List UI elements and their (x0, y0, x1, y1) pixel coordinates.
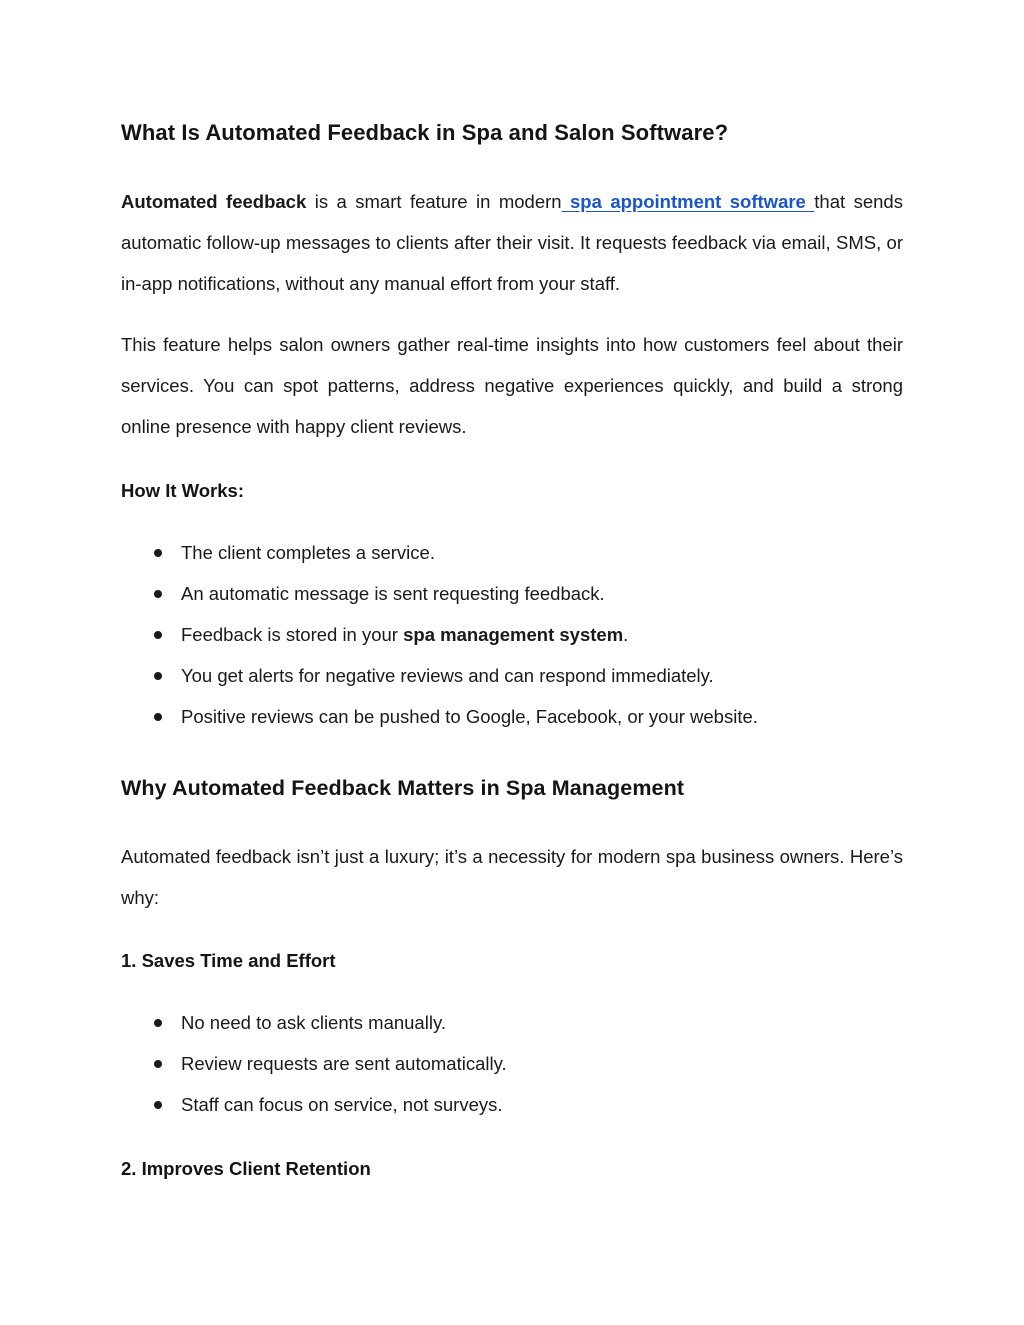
how-it-works-heading: How It Works: (121, 480, 244, 501)
intro-text-after-link: that sends automatic follow-up messages to clients after their visit. It requests feedback via email, SMS, or in-app notifications, without any manual effort from your staff. (121, 191, 903, 294)
list-item (121, 532, 903, 573)
section-1-list (121, 1002, 903, 1125)
document-page (121, 0, 903, 1325)
bullet-icon (154, 549, 162, 557)
intro-bold-term: Automated feedback (121, 191, 307, 212)
why-paragraph: Automated feedback isn’t just a luxury; it’s a necessity for modern spa business owners. Here’s why: (121, 846, 903, 908)
list-item-text: You get alerts for negative reviews and can respond immediately. (181, 665, 714, 686)
bullet-icon (154, 1101, 162, 1109)
section-2-heading: 2. Improves Client Retention (121, 1158, 371, 1179)
list-item-text: Staff can focus on service, not surveys. (181, 1094, 503, 1115)
list-item (121, 573, 903, 614)
section-1-heading: 1. Saves Time and Effort (121, 950, 336, 971)
list-item (121, 696, 903, 737)
list-item-text: Positive reviews can be pushed to Google, Facebook, or your website. (181, 706, 758, 727)
list-item (121, 1002, 903, 1043)
bullet-icon (154, 672, 162, 680)
list-item-text: The client completes a service. (181, 542, 435, 563)
insights-paragraph: This feature helps salon owners gather real-time insights into how customers feel about their services. You can spot patterns, address negative experiences quickly, and build a strong online presence with happy client reviews. (121, 334, 903, 437)
list-item (121, 614, 903, 655)
list-item-text: An automatic message is sent requesting feedback. (181, 583, 605, 604)
bullet-icon (154, 1019, 162, 1027)
how-it-works-list (121, 532, 903, 737)
bullet-icon (154, 590, 162, 598)
bullet-icon (154, 631, 162, 639)
list-item-text: No need to ask clients manually. (181, 1012, 446, 1033)
list-item-text: Feedback is stored in your (181, 624, 404, 645)
list-item (121, 1084, 903, 1125)
spa-appointment-software-link[interactable]: spa appointment software (561, 191, 815, 212)
why-heading: Why Automated Feedback Matters in Spa Management (121, 776, 685, 800)
spa-management-system-term: spa management system (403, 624, 624, 645)
list-item (121, 655, 903, 696)
intro-text-before-link: is a smart feature in modern (306, 191, 562, 212)
bullet-icon (154, 1060, 162, 1068)
list-item (121, 1043, 903, 1084)
intro-paragraph (121, 181, 903, 304)
bullet-icon (154, 713, 162, 721)
list-item-text-end: . (623, 624, 629, 645)
list-item-text: Review requests are sent automatically. (181, 1053, 507, 1074)
main-heading: What Is Automated Feedback in Spa and Salon Software? (121, 120, 729, 145)
